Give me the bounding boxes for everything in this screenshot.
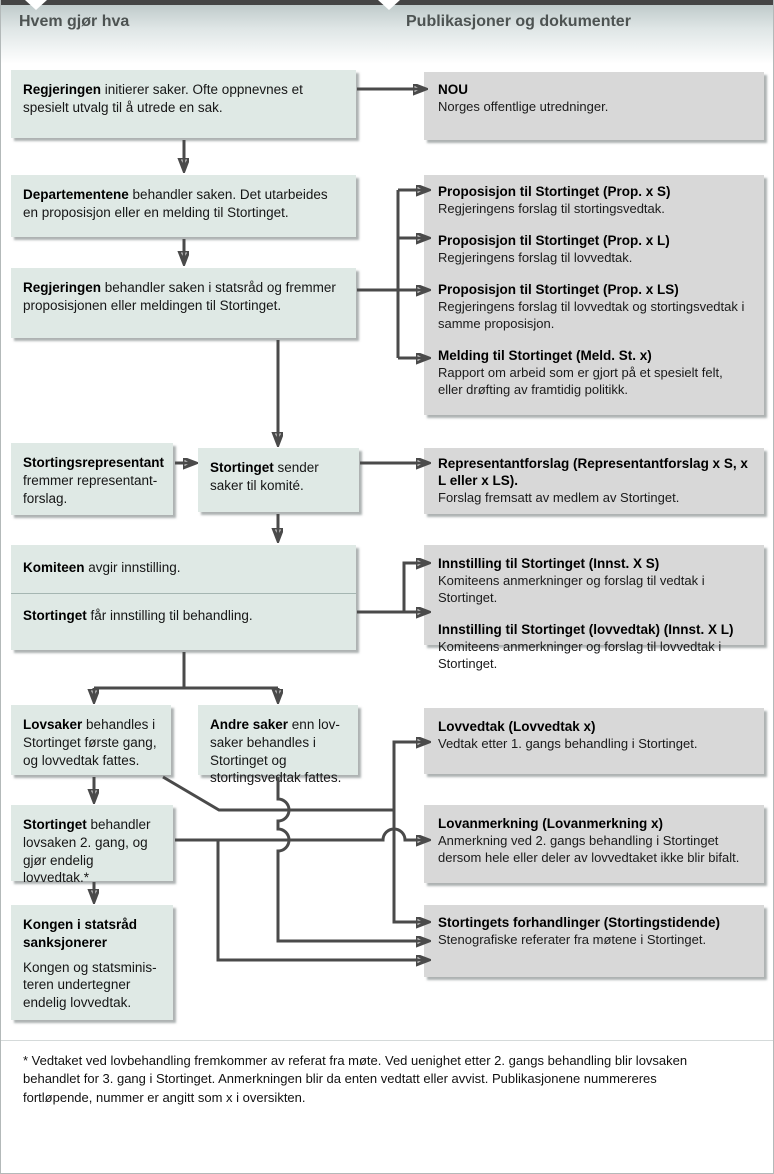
box-text: initierer saker. Ofte oppnevnes et spesielt utvalg til å utrede en sak. — [23, 82, 303, 115]
box-text: behandles i Stortinget første gang, og lovvedtak fattes. — [23, 717, 157, 768]
publication-desc: Norges offentlige utredninger. — [438, 99, 609, 114]
box-text: behandler lovsaken 2. gang, og gjør endelig lovvedtak.* — [23, 817, 151, 886]
box-text: behandler saken i statsråd og fremmer proposisjonen eller meldingen til Stortinget. — [23, 280, 336, 313]
box-nou — [424, 72, 764, 140]
notch-triangle-icon — [25, 0, 47, 10]
box-kongen — [11, 905, 173, 1020]
box-lovsaker — [11, 705, 171, 775]
box-lead: Kongen i statsråd sanksjonerer — [23, 917, 138, 950]
publication-desc: Vedtak etter 1. gangs behandling i Stortinget. — [438, 736, 698, 751]
column-title-left: Hvem gjør hva — [19, 13, 130, 30]
publication-desc: Komiteens anmerkninger og forslag til lovvedtak i Stortinget. — [438, 639, 722, 671]
box-text: fremmer representant-forslag. — [23, 472, 158, 506]
box-innstillinger — [424, 545, 764, 671]
box-representantforslag — [424, 448, 764, 514]
publication-title: Lovvedtak (Lovvedtak x) — [438, 719, 596, 734]
publication-desc: Regjeringens forslag til lovvedtak og stortingsvedtak i samme proposisjon. — [438, 299, 745, 331]
footnote: * Vedtaket ved lovbehandling fremkommer av referat fra møte. Ved uenighet etter 2. gangs behandling blir lovsaken behandlet for 3. gang i Stortinget. Anmerkningen blir da enten vedtatt eller avvist. Publikasjonene nummereres fortløpende, nummer er angitt som x i oversikten. — [23, 1053, 688, 1105]
box-lovvedtak — [424, 708, 764, 774]
box-lead: Stortinget — [23, 607, 87, 623]
box-andre-saker — [198, 705, 358, 786]
notch-triangle-icon — [378, 0, 400, 10]
box-lead: Stortinget — [210, 460, 274, 475]
publication-entry — [438, 281, 750, 332]
box-text: behandler saken. Det utarbeides en proposisjon eller en melding til Stortinget. — [23, 187, 328, 220]
box-text: sender saker til komité. — [210, 460, 319, 493]
column-title-right: Publikasjoner og dokumenter — [406, 13, 631, 30]
box-lead: Regjeringen — [23, 82, 102, 97]
box-text: avgir innstilling. — [84, 560, 181, 575]
box-komiteen-stortinget — [11, 545, 356, 650]
publication-entry — [438, 555, 750, 606]
box-lead: Andre saker — [210, 717, 289, 732]
box-text: Kongen og statsminis-teren undertegner endelig lovvedtak. — [23, 959, 157, 1011]
box-lead: Lovsaker — [23, 717, 83, 732]
publication-desc: Forslag fremsatt av medlem av Stortinget. — [438, 490, 680, 505]
publication-desc: Rapport om arbeid som er gjort på et spesielt felt, eller drøfting av framtidig politikk. — [438, 365, 723, 397]
publication-desc: Komiteens anmerkninger og forslag til vedtak i Stortinget. — [438, 573, 705, 605]
box-forhandlinger — [424, 905, 764, 977]
box-stortinget-innstilling-row — [11, 594, 356, 638]
connector-to-lovvedtak — [394, 742, 428, 810]
publication-desc: Anmerkning ved 2. gangs behandling i Stortinget dersom hele eller deler av lovvedtaket ikke blir bifalt. — [438, 833, 740, 865]
box-lead: Regjeringen — [23, 280, 102, 295]
publication-title: Stortingets forhandlinger (Stortingstidende) — [438, 915, 720, 930]
publication-entry — [438, 232, 750, 266]
box-text: enn lov-saker behandles i Stortinget og stortingsvedtak fattes. — [210, 717, 342, 786]
publication-entry — [438, 621, 750, 672]
box-stortingsrepresentant — [11, 443, 173, 515]
publication-title: Proposisjon til Stortinget (Prop. x S) — [438, 184, 671, 199]
box-lead: Komiteen — [23, 560, 85, 575]
box-stortinget-sender — [198, 448, 359, 512]
box-regjeringen-statsrad — [11, 268, 356, 338]
publication-desc: Stenografiske referater fra møtene i Stortinget. — [438, 932, 707, 947]
box-text: får innstilling til behandling. — [86, 607, 253, 623]
box-regjeringen-initierer — [11, 70, 356, 138]
box-lead: Stortinget — [23, 817, 87, 832]
publication-entry — [438, 347, 750, 398]
publication-title: Melding til Stortinget (Meld. St. x) — [438, 348, 652, 363]
connector-lovvedtak-to-forhandlinger — [394, 810, 428, 922]
publication-desc: Regjeringens forslag til stortingsvedtak. — [438, 201, 665, 216]
box-proposisjoner — [424, 175, 764, 415]
box-lead: Departementene — [23, 187, 129, 202]
box-komiteen-row — [11, 545, 356, 594]
box-departementene — [11, 175, 356, 237]
publication-title: Proposisjon til Stortinget (Prop. x LS) — [438, 282, 679, 297]
publication-title: Proposisjon til Stortinget (Prop. x L) — [438, 233, 670, 248]
publication-entry — [438, 183, 750, 217]
publication-title: Lovanmerkning (Lovanmerkning x) — [438, 816, 664, 831]
footnote-divider — [1, 1040, 774, 1041]
publication-title: Innstilling til Stortinget (Innst. X S) — [438, 556, 660, 571]
connector-komiteen-split — [94, 652, 278, 688]
box-stortinget-2gang — [11, 805, 173, 886]
connector-2gang-to-lovanmerkning — [175, 829, 428, 840]
connector-2gang-to-forhandlinger — [218, 840, 428, 960]
box-lovanmerkning — [424, 805, 764, 883]
connector-andresaker-to-forhandlinger — [278, 777, 428, 941]
publication-title: NOU — [438, 82, 468, 97]
publication-desc: Regjeringens forslag til lovvedtak. — [438, 250, 633, 265]
publication-title: Representantforslag (Representantforslag x S, x L eller x LS). — [438, 456, 748, 488]
box-lead: Stortingsrepresentant — [23, 455, 165, 470]
publication-title: Innstilling til Stortinget (lovvedtak) (Innst. X L) — [438, 622, 734, 637]
